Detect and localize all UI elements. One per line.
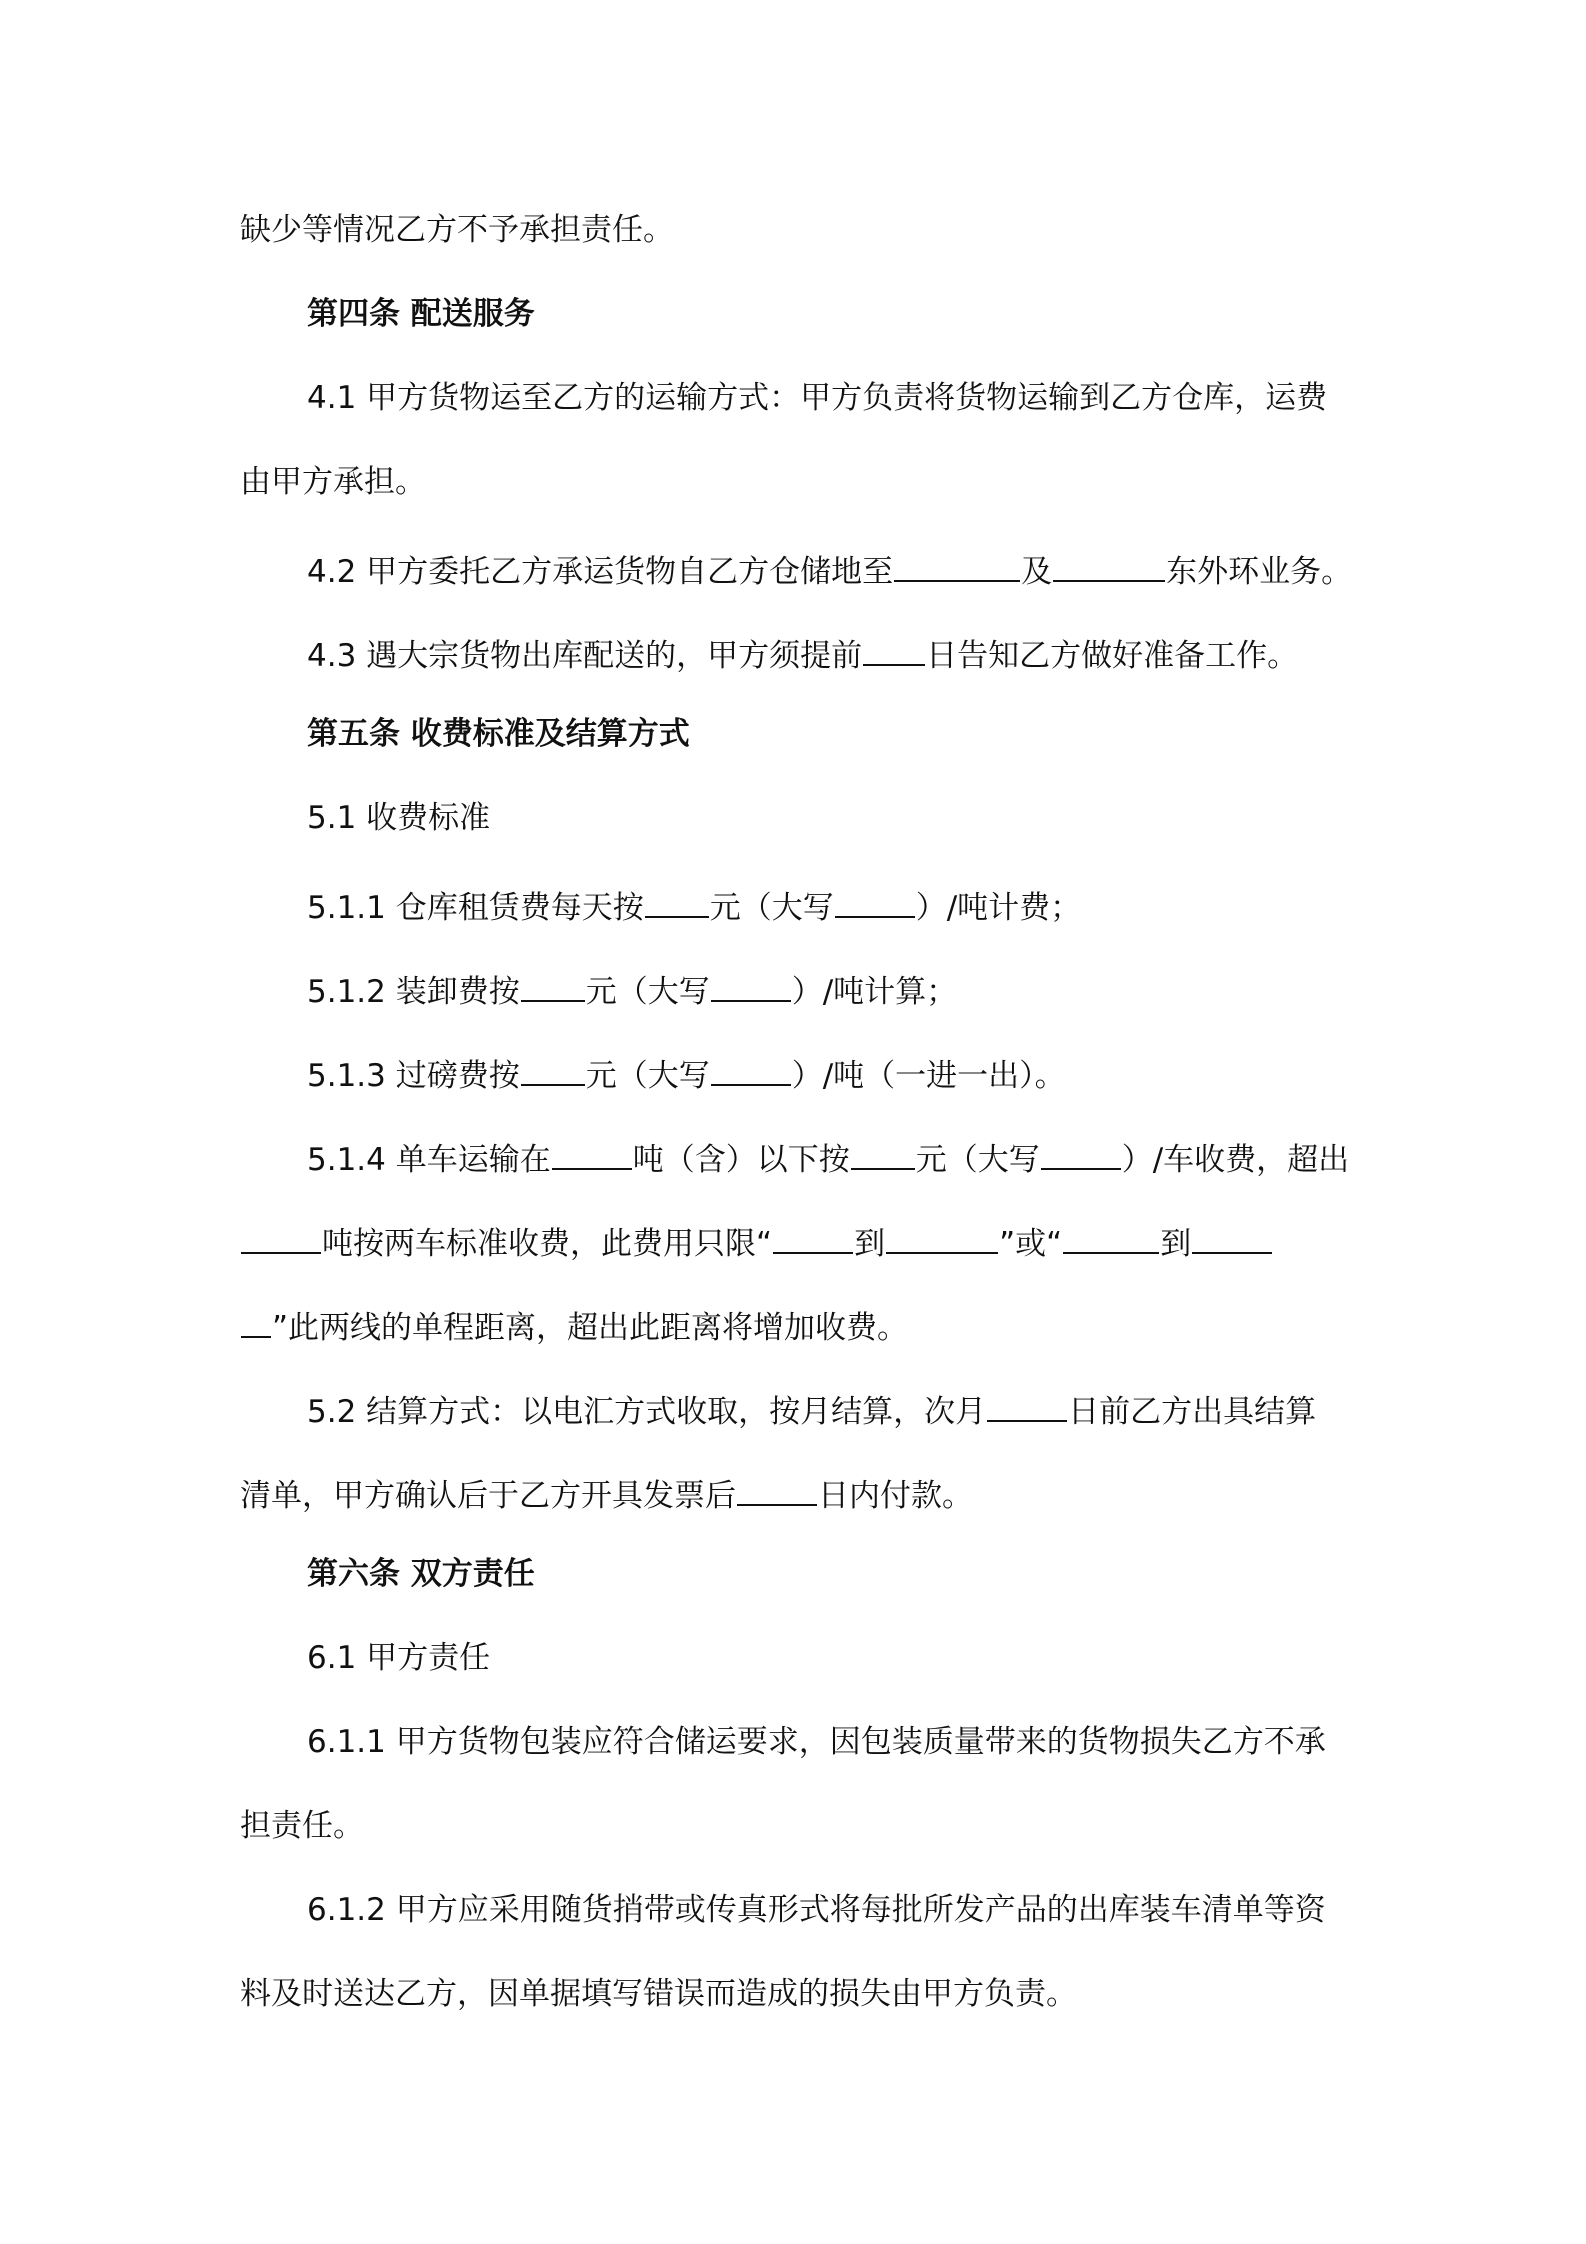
blank-field [1063, 1216, 1159, 1254]
blank-field [987, 1384, 1067, 1422]
text: 东外环业务。 [1166, 554, 1353, 590]
text: 日前乙方出具结算 [1068, 1394, 1317, 1430]
text: 6.1 甲方责任 [307, 1640, 491, 1676]
heading-text: 第六条 双方责任 [307, 1556, 535, 1592]
text: 4.3 遇大宗货物出库配送的，甲方须提前 [307, 638, 863, 674]
clause-6-1-1-line-1 [307, 1720, 1360, 1764]
text: 清单，甲方确认后于乙方开具发票后 [240, 1478, 736, 1514]
clause-5-2-line-2 [240, 1468, 1360, 1518]
blank-field [737, 1468, 817, 1506]
clause-4-1-line-1 [307, 376, 1360, 420]
clause-4-1-line-2 [240, 460, 1360, 504]
clause-5-1-3 [307, 1048, 1360, 1098]
blank-field [241, 1216, 321, 1254]
blank-field [1192, 1216, 1272, 1254]
text: 5.1.1 仓库租赁费每天按 [307, 890, 644, 926]
heading-text: 第四条 配送服务 [307, 296, 535, 332]
text: 6.1.1 甲方货物包装应符合储运要求，因包装质量带来的货物损失乙方不承 [307, 1724, 1326, 1760]
blank-field [886, 1216, 998, 1254]
text: 担责任。 [240, 1808, 364, 1844]
text: 日内付款。 [818, 1478, 973, 1514]
blank-field [851, 1132, 915, 1170]
blank-field [521, 964, 585, 1002]
text: 由甲方承担。 [240, 464, 426, 500]
article-6-heading [307, 1552, 1360, 1596]
article-5-heading [307, 712, 1360, 756]
text: 日告知乙方做好准备工作。 [926, 638, 1299, 674]
text: ）/吨计费； [915, 890, 1082, 926]
text: 5.1 收费标准 [307, 800, 491, 836]
text: 吨（含）以下按 [632, 1142, 850, 1178]
continuation-line [240, 208, 1360, 252]
blank-field [1041, 1132, 1121, 1170]
text: 及 [1021, 554, 1053, 590]
clause-5-1-4-line-2 [240, 1216, 1360, 1266]
blank-field [552, 1132, 632, 1170]
blank-field [645, 880, 709, 918]
text: 5.1.4 单车运输在 [307, 1142, 551, 1178]
clause-4-3 [307, 628, 1360, 678]
blank-field [773, 1216, 853, 1254]
blank-field [835, 880, 915, 918]
text: 6.1.2 甲方应采用随货捎带或传真形式将每批所发产品的出库装车清单等资 [307, 1892, 1326, 1928]
text: 到 [854, 1226, 886, 1262]
text: ）/吨（一进一出）。 [791, 1058, 1066, 1094]
text: 到 [1160, 1226, 1192, 1262]
blank-field [1053, 544, 1165, 582]
text: 5.1.2 装卸费按 [307, 974, 520, 1010]
text: ”或“ [999, 1226, 1063, 1262]
clause-5-1-2 [307, 964, 1360, 1014]
clause-5-2-line-1 [307, 1384, 1360, 1434]
text: 缺少等情况乙方不予承担责任。 [240, 212, 674, 248]
clause-5-1-1 [307, 880, 1360, 930]
blank-field [711, 1048, 791, 1086]
text: 料及时送达乙方，因单据填写错误而造成的损失由甲方负责。 [240, 1976, 1077, 2012]
clause-5-1 [307, 796, 1360, 840]
blank-field [894, 544, 1020, 582]
clause-5-1-4-line-3 [240, 1300, 1360, 1350]
clause-6-1 [307, 1636, 1360, 1680]
text: 5.1.3 过磅费按 [307, 1058, 520, 1094]
text: 4.2 甲方委托乙方承运货物自乙方仓储地至 [307, 554, 894, 590]
clause-4-2 [307, 544, 1360, 594]
text: 5.2 结算方式：以电汇方式收取，按月结算，次月 [307, 1394, 987, 1430]
text: 元（大写 [915, 1142, 1040, 1178]
blank-field [711, 964, 791, 1002]
text: 元（大写 [585, 1058, 710, 1094]
text: ）/吨计算； [791, 974, 958, 1010]
text: ”此两线的单程距离，超出此距离将增加收费。 [272, 1310, 909, 1346]
clause-5-1-4-line-1 [307, 1132, 1360, 1182]
heading-text: 第五条 收费标准及结算方式 [307, 716, 690, 752]
text: ）/车收费，超出 [1121, 1142, 1350, 1178]
text: 元（大写 [585, 974, 710, 1010]
text: 元（大写 [709, 890, 834, 926]
text: 吨按两车标准收费，此费用只限“ [322, 1226, 773, 1262]
article-4-heading [307, 292, 1360, 336]
clause-6-1-2-line-1 [307, 1888, 1360, 1932]
text: 4.1 甲方货物运至乙方的运输方式：甲方负责将货物运输到乙方仓库，运费 [307, 380, 1328, 416]
clause-6-1-1-line-2 [240, 1804, 1360, 1848]
blank-field [863, 628, 925, 666]
blank-field [241, 1300, 271, 1338]
blank-field [521, 1048, 585, 1086]
clause-6-1-2-line-2 [240, 1972, 1360, 2016]
